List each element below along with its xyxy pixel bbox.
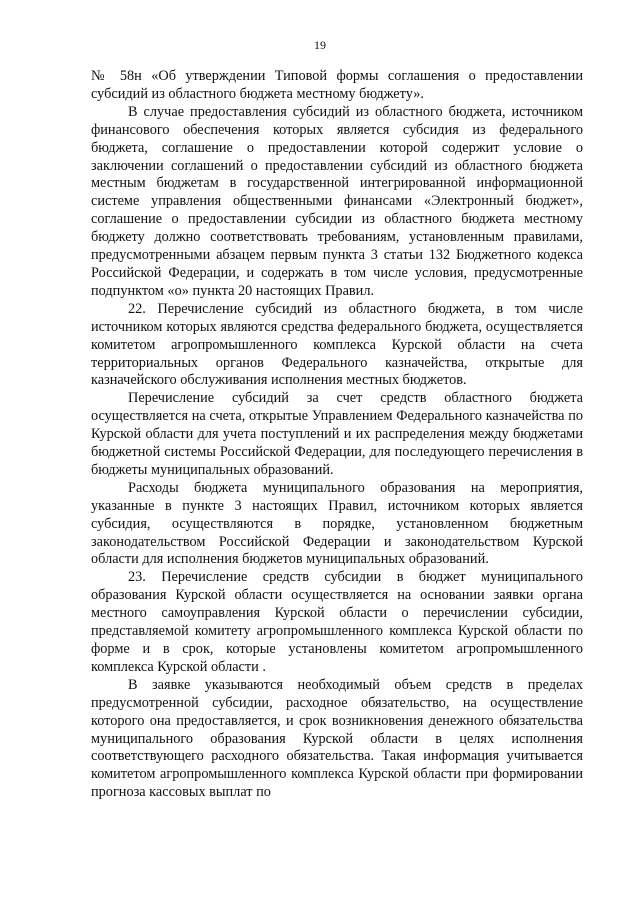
document-body [91, 68, 583, 802]
paragraph-3: 22. Перечисление субсидий из областного бюджета, в том числе источником которых являются средства федерального бюджета, осуществляется комитетом агропромышленного комплекса Курской области на счета территориальных органов Федерального казначейства, открытые для казначейского обслуживания исполнения местных бюджетов. [91, 300, 583, 389]
paragraph-4: Перечисление субсидий за счет средств областного бюджета осуществляется на счета, открытые Управлением Федерального казначейства по Курской области для учета поступлений и их распределения между бюджетами бюджетной системы Российской Федерации, для последующего перечисления в бюджеты муниципальных образований. [91, 390, 583, 478]
paragraph-6: 23. Перечисление средств субсидии в бюджет муниципального образования Курской области осуществляется на основании заявки органа местного самоуправления Курской области о перечислении субсидии, представляемой комитету агропромышленного комплекса Курской области по форме и в срок, которые установлены комитетом агропромышленного комплекса Курской области . [91, 569, 583, 675]
paragraph-2: В случае предоставления субсидий из областного бюджета, источником финансового обеспечения которых является субсидия из федерального бюджета, соглашение о предоставлении которой содержит условие о заключении соглашений о предоставлении субсидий из областного бюджета местным бюджетам в государственной интегрированной информационной системе управления общественными финансами «Электронный бюджет», соглашение о предоставлении субсидии из областного бюджета местному бюджету должно соответствовать требованиям, установленным правилами, предусмотренными абзацем первым пункта 3 статьи 132 Бюджетного кодекса Российской Федерации, и содержать в том числе условия, предусмотренные подпунктом «о» пункта 20 настоящих Правил. [91, 103, 583, 299]
paragraph-7: В заявке указываются необходимый объем средств в пределах предусмотренной субсидии, расходное обязательство, на осуществление которого она предоставляется, и срок возникновения денежного обязательства муниципального образования Курской области в целях исполнения соответствующего расходного обязательства. Такая информация учитывается комитетом агропромышленного комплекса Курской области при формировании прогноза кассовых выплат по [91, 676, 583, 801]
page-number: 19 [314, 38, 326, 52]
paragraph-1: № 58н «Об утверждении Типовой формы соглашения о предоставлении субсидий из областного бюджета местному бюджету». [91, 68, 583, 102]
paragraph-5: Расходы бюджета муниципального образования на мероприятия, указанные в пункте 3 настоящих Правил, источником которых является субсидия, осуществляются в порядке, установленном бюджетным законодательством Российской Федерации и законодательством Курской области для исполнения бюджетов муниципальных образований. [91, 479, 583, 568]
